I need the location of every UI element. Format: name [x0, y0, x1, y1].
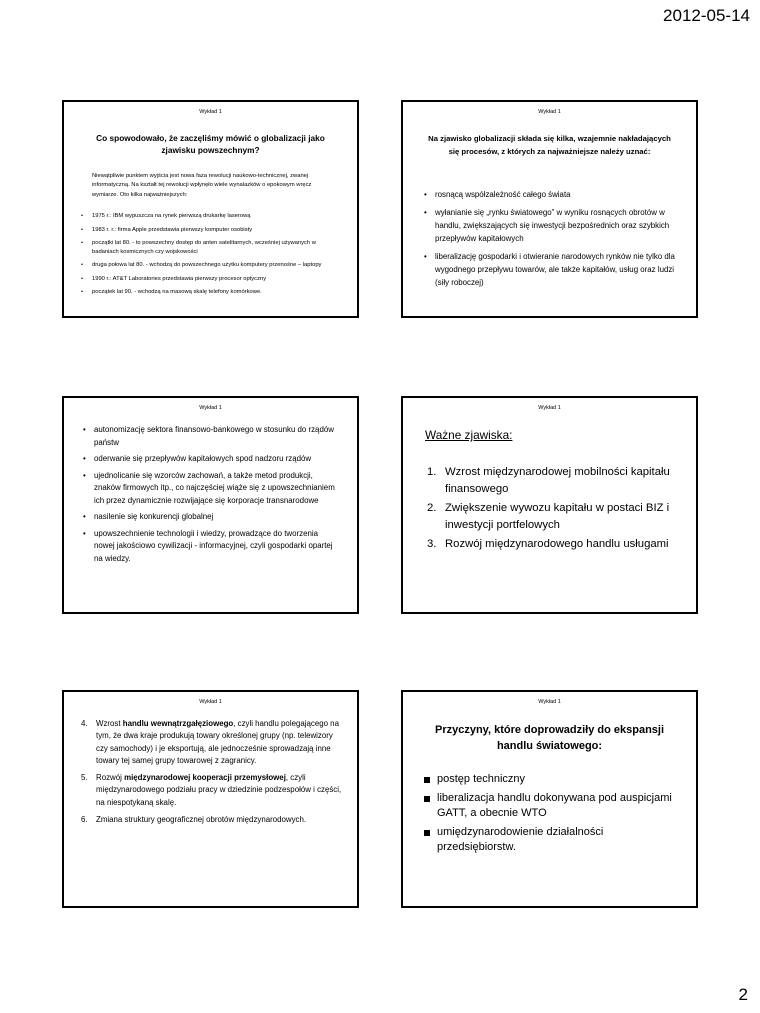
item-number: 1.	[427, 466, 437, 478]
slide-header: Wykład 1	[538, 405, 561, 411]
list-item: • początek lat 90. - wchodzą na masową skalę telefony komórkowe.	[92, 288, 337, 297]
slide-5	[62, 690, 359, 908]
list-item: • 1983 r. r.: firma Apple przedstawia pierwszy komputer osobisty	[92, 226, 337, 235]
item-number: 4.	[81, 719, 88, 728]
list-item: • liberalizację gospodarki i otwieranie narodowych rynków nie tylko dla wygodnego przepływu towarów, ale także kapitałów, usług oraz ludzi (siły roboczej)	[435, 250, 684, 289]
slide-header: Wykład 1	[199, 109, 222, 115]
slide-bullet-list	[437, 772, 682, 856]
list-item: • ujednolicanie się wzorców zachowań, a także metod produkcji, znaków firmowych itp., co najczęściej wiąże się z upowszechnianiem ich przez dynamicznie rozwijające się korporacje transnarodowe	[94, 470, 339, 508]
slide-numbered-list	[427, 464, 686, 553]
slide-2	[401, 100, 698, 318]
slide-numbered-list	[81, 718, 345, 826]
item-number: 6.	[81, 815, 88, 825]
list-item: • 1990 r.: AT&T Laboratories przedstawia pierwszy procesor optyczny	[92, 275, 337, 284]
list-item	[427, 464, 686, 497]
list-item: • upowszechnienie technologii i wiedzy, prowadzące do tworzenia nowej jakościowo cywilizacji - informacyjnej, czyli gospodarki opartej na wiedzy.	[94, 528, 339, 566]
list-item	[427, 536, 686, 553]
list-item: • autonomizację sektora finansowo-bankowego w stosunku do rządów państw	[94, 424, 339, 449]
slide-6	[401, 690, 698, 908]
list-item	[427, 500, 686, 533]
slide-4	[401, 396, 698, 614]
slide-title: Ważne zjawiska:	[425, 428, 513, 442]
slide-bullet-list	[92, 212, 337, 297]
list-item: • rosnącą współzależność całego świata	[435, 188, 684, 201]
slide-intro: Niewątpliwie punktem wyjścia jest nowa faza rewolucji naukowo-technicznej, zwanej informatyczną. Na kształt tej rewolucji wpłynęło wiele wynalazków o epokowym wręcz wymiarze. Oto kilka najważniejszych:	[92, 173, 312, 198]
item-number: 3.	[427, 538, 437, 550]
slide-1	[62, 100, 359, 318]
list-item: postęp techniczny	[437, 772, 682, 788]
list-item: 4. Wzrost handlu wewnątrzgałęziowego, czyli handlu polegającego na tym, że dwa kraje produkują towary określonej grupy (np. telewizory czy samochody) i je eksportują, ale jednocześnie sprowadzają inne towary tej samej grupy towarowej z zagranicy.	[81, 719, 339, 765]
list-item: 5. Rozwój międzynarodowej kooperacji przemysłowej, czyli międzynarodowego podziału pracy w dziedzinie podzespołów i części, na niespotykaną skalę.	[81, 773, 342, 807]
list-item: • 1975 r.: IBM wypuszcza na rynek pierwszą drukarkę laserową	[92, 212, 337, 221]
page-date: 2012-05-14	[663, 6, 750, 25]
bold-term: handlu wewnątrzgałęziowego	[122, 719, 234, 728]
bold-term: międzynarodowej kooperacji przemysłowej	[124, 773, 286, 783]
item-text: Wzrost międzynarodowej mobilności kapitału finansowego	[445, 466, 670, 495]
item-number: 2.	[427, 502, 437, 514]
list-item: • nasilenie się konkurencji globalnej	[94, 511, 339, 524]
slide-header: Wykład 1	[199, 405, 222, 411]
list-item: 6. Zmiana struktury geograficznej obrotów międzynarodowych.	[96, 814, 345, 826]
slide-title: Co spowodowało, że zaczęliśmy mówić o globalizacji jako zjawisku powszechnym?	[96, 133, 325, 155]
slide-title: Przyczyny, które doprowadziły do ekspansji handlu światowego:	[434, 724, 665, 752]
list-item: umiędzynarodowienie działalności przedsiębiorstw.	[437, 825, 682, 856]
slide-header: Wykład 1	[199, 699, 222, 705]
slide-header: Wykład 1	[538, 699, 561, 705]
item-number: 5.	[81, 773, 88, 783]
slide-bullet-list	[435, 188, 684, 289]
item-text: Zwiększenie wywozu kapitału w postaci BIZ i inwestycji portfelowych	[445, 502, 670, 531]
slide-3	[62, 396, 359, 614]
slide-header: Wykład 1	[538, 109, 561, 115]
list-item: • wyłanianie się „rynku światowego” w wyniku rosnących obrotów w handlu, zwiększających się inwestycji bezpośrednich oraz szybkich przepływów kapitałowych	[435, 206, 684, 245]
slide-bullet-list	[94, 424, 339, 565]
item-text: Rozwój międzynarodowego handlu usługami	[445, 538, 669, 550]
slide-title: Na zjawisko globalizacji składa się kilka, wzajemnie nakładających się procesów, z których za najważniejsze należy uznać:	[428, 134, 671, 156]
list-item: • początki lat 80. - to powszechny dostęp do anten satelitarnych, wcześniej używanych w badaniach kosmicznych czy wojskowości	[92, 239, 337, 256]
list-item: • druga połowa lat 80. - wchodzą do powszechnego użytku komputery przenośne – laptopy	[92, 261, 337, 270]
list-item: • oderwanie się przepływów kapitałowych spod nadzoru rządów	[94, 453, 339, 466]
list-item: liberalizacja handlu dokonywana pod auspicjami GATT, a obecnie WTO	[437, 791, 682, 822]
page-number: 2	[738, 985, 748, 1004]
